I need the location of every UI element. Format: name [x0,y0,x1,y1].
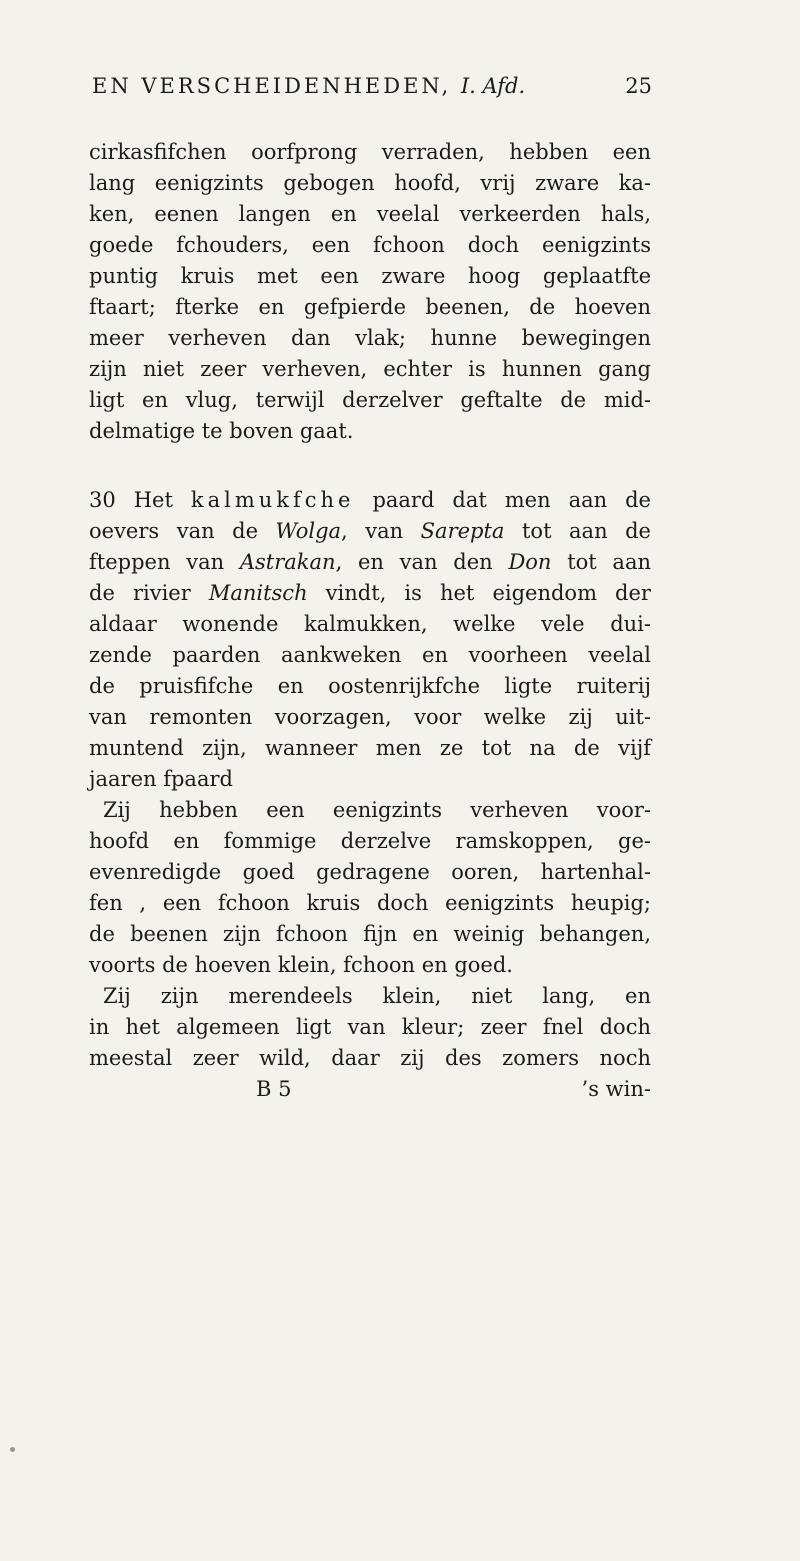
running-header [92,74,652,114]
page-footer [89,1074,651,1104]
running-title [92,74,525,98]
place-name-volga: Wolga [275,519,342,543]
part-label: I. Afd. [460,74,526,98]
text-line: zende paarden aankweken en voorheen veelal [89,643,651,667]
text-run: de rivier [89,581,191,605]
text-line: ken, eenen langen en veelal verkeerden hals, [89,202,651,226]
place-name-don: Don [508,550,552,574]
text-line: zijn niet zeer verheven, echter is hunnen gang [89,357,651,381]
text-line: voorts de hoeven klein, fchoon en goed. [89,953,513,977]
text-line: jaaren fpaard [89,767,233,791]
text-line: puntig kruis met een zware hoog geplaatfte [89,264,651,288]
section-number: 30 [89,488,116,512]
running-title-text: EN VERSCHEIDENHEDEN, [92,74,452,98]
text-line: in het algemeen ligt van kleur; zeer fnel doch [89,1015,651,1039]
text-run: , van [341,519,404,543]
text-line: cirkasfifchen oorfprong verraden, hebben een [89,140,651,164]
text-line [89,578,651,608]
text-run: Het [133,488,173,512]
text-run: tot aan de [521,519,651,543]
text-line: hoofd en fommige derzelve ramskoppen, ge- [89,829,651,853]
place-name-sarepta: Sarepta [420,519,505,543]
text-line: van remonten voorzagen, voor welke zij uit- [89,705,651,729]
text-run: tot aan [567,550,651,574]
text-line: evenredigde goed gedragene ooren, hartenhal- [89,860,651,884]
text-line: meer verheven dan vlak; hunne bewegingen [89,326,651,350]
text-line: lang eenigzints gebogen hoofd, vrij zware ka- [89,171,651,195]
text-line [89,516,651,546]
text-line: aldaar wonende kalmukken, welke vele dui- [89,612,651,636]
text-line: goede fchouders, een fchoon doch eenigzints [89,233,651,257]
text-line: Zij hebben een eenigzints verheven voor- [103,798,651,822]
text-run: oevers van de [89,519,259,543]
text-line: ligt en vlug, terwijl derzelver geftalte de mid- [89,388,651,412]
page-number: 25 [625,74,652,98]
signature-mark: B 5 [256,1077,292,1101]
text-line: de pruisfifche en oostenrijkfche ligte ruiterij [89,674,651,698]
breed-name: kalmukfche [190,488,355,512]
text-line: fen , een fchoon kruis doch eenigzints heupig; [89,891,651,915]
text-line [89,547,651,577]
text-line: ftaart; fterke en gefpierde beenen, de hoeven [89,295,651,319]
text-run: fteppen van [89,550,225,574]
catchword: ’s win- [581,1077,651,1101]
place-name-manitsch: Manitsch [208,581,308,605]
text-line: meestal zeer wild, daar zij des zomers noch [89,1046,651,1070]
section-30-first-line [89,485,651,515]
text-run: vindt, is het eigendom der [325,581,651,605]
text-line: delmatige te boven gaat. [89,419,354,443]
paper-speck [10,1447,15,1452]
text-run: paard dat men aan de [372,488,651,512]
text-line: de beenen zijn fchoon fijn en weinig behangen, [89,922,651,946]
text-line: Zij zijn merendeels klein, niet lang, en [103,984,651,1008]
text-line: muntend zijn, wanneer men ze tot na de vijf [89,736,651,760]
text-run: , en van den [335,550,493,574]
place-name-astrakan: Astrakan [239,550,336,574]
